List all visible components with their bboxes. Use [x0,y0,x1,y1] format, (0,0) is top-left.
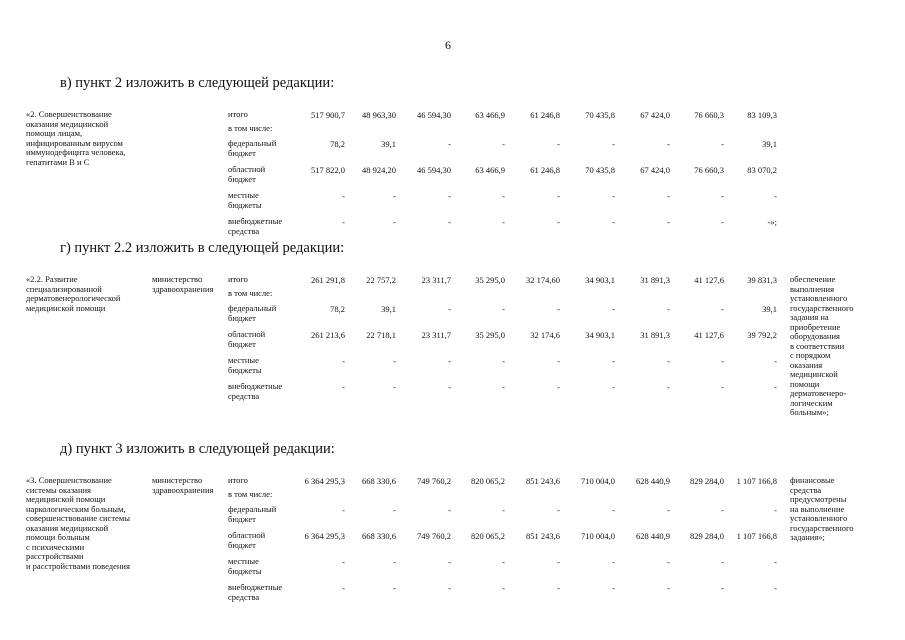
table-cell-value: - [448,583,451,593]
table-cell-value: - [721,139,724,149]
table-cell-value: - [393,505,396,515]
table-cell-value: - [612,382,615,392]
result-note-line: государственного [790,522,854,533]
table-cell-value: 6 364 295,3 [304,476,345,486]
section-heading: в) пункт 2 изложить в следующей редакции: [60,75,335,91]
funding-source-label: бюджет [228,312,256,323]
table-cell-value: - [393,356,396,366]
table-cell-value: 668 330,6 [362,531,396,541]
measure-name-line: и расстройствами поведения [26,560,130,571]
result-note-line: обеспечение [790,274,836,284]
table-cell-value: 46 594,30 [417,110,451,120]
funding-source-label: в том числе: [228,489,273,499]
table-cell-value: - [667,304,670,314]
funding-source-label: бюджеты [228,565,262,576]
table-cell-value: 41 127,6 [694,330,724,340]
table-cell-value: 1 107 166,8 [736,531,777,541]
table-cell-value: - [342,217,345,227]
result-note-line: оказания [790,359,823,370]
result-note-line: финансовые [790,475,835,485]
funding-source-label: в том числе: [228,288,273,298]
table-cell-value: 67 424,0 [640,165,670,175]
funding-source-label: бюджеты [228,199,262,210]
funding-source-label: средства [228,225,260,236]
table-cell-value: - [502,356,505,366]
result-note-line: государственного [790,302,854,313]
table-cell-value: - [667,139,670,149]
result-note-line: на выполнение [790,503,845,514]
result-note-line: больным»; [790,407,829,417]
table-cell-value: 48 924,20 [362,165,396,175]
funding-source-label: бюджет [228,147,256,158]
page-number: 6 [445,38,451,52]
table-cell-value: - [448,505,451,515]
executor-line: здравоохранения [152,484,214,495]
table-cell-value: - [502,557,505,567]
table-cell-value: - [667,382,670,392]
table-cell-value: - [612,139,615,149]
section-heading: г) пункт 2.2 изложить в следующей редакции: [60,240,345,256]
result-note-line: установленного [790,513,848,523]
table-cell-value: - [342,505,345,515]
table-cell-value: - [342,583,345,593]
section-heading: д) пункт 3 изложить в следующей редакции: [60,441,335,457]
table-cell-value: 34 903,1 [585,330,615,340]
table-cell-value: - [774,557,777,567]
table-cell-value: 61 246,8 [530,110,560,120]
table-cell-value: 628 440,9 [636,476,670,486]
result-note-line: приобретение [790,321,841,332]
funding-source-label: федеральный [228,303,277,313]
measure-name-line: медицинской помощи [26,302,106,313]
table-cell-value: 67 424,0 [640,110,670,120]
table-cell-value: - [721,191,724,201]
result-note-line: предусмотрены [790,494,847,504]
table-cell-value: 78,2 [330,304,345,314]
funding-source-label: областной [228,164,266,174]
table-cell-value: - [774,382,777,392]
measure-name-line: совершенствование системы [26,513,130,523]
table-cell-value: - [721,217,724,227]
table-cell-value: - [612,505,615,515]
funding-source-label: бюджеты [228,364,262,375]
funding-source-label: бюджет [228,338,256,349]
table-cell-value: - [721,304,724,314]
table-cell-value: 23 311,7 [421,330,451,340]
table-cell-value: - [393,382,396,392]
funding-source-label: итого [228,109,248,119]
table-cell-value: 261 213,6 [311,330,345,340]
funding-source-label: бюджет [228,173,256,184]
measure-name-line: иммунодефицита человека, [26,147,126,157]
executor-line: министерство [152,274,203,284]
table-cell-value: 6 364 295,3 [304,531,345,541]
table-cell-value: - [557,139,560,149]
table-cell-value: 32 174,6 [530,330,560,340]
table-cell-value: - [393,217,396,227]
table-cell-value: - [774,191,777,201]
result-note-line: в соответствии [790,340,845,351]
table-cell-value: - [502,583,505,593]
table-cell-value: 31 891,3 [640,275,670,285]
table-cell-value: - [342,191,345,201]
table-cell-value: 829 284,0 [690,531,724,541]
funding-source-label: местные [228,355,259,365]
table-cell-value: - [667,505,670,515]
table-cell-value: - [557,557,560,567]
table-cell-value: 829 284,0 [690,476,724,486]
table-cell-value: - [612,191,615,201]
table-cell-value: - [667,583,670,593]
table-cell-value: 517 900,7 [311,110,345,120]
table-cell-value: - [342,557,345,567]
table-cell-value: - [612,356,615,366]
table-cell-value: - [342,382,345,392]
funding-source-label: областной [228,329,266,339]
result-note-line: выполнения [790,283,834,294]
table-cell-value: - [721,583,724,593]
funding-source-label: средства [228,390,260,401]
table-cell-value: 710 004,0 [581,476,615,486]
table-cell-value: - [342,356,345,366]
table-cell-value: - [774,505,777,515]
table-cell-value: - [448,382,451,392]
result-note-line: помощи [790,378,820,389]
table-cell-value: 261 291,8 [311,275,345,285]
table-cell-value: 851 243,6 [526,531,560,541]
table-cell-value: 34 903,1 [585,275,615,285]
table-cell-value: 39 792,2 [747,330,777,340]
table-cell-value: 70 435,8 [585,165,615,175]
table-cell-value: -»; [767,217,777,227]
executor-line: министерство [152,475,203,485]
funding-source-label: областной [228,530,266,540]
table-cell-value: 39,1 [381,304,396,314]
table-cell-value: - [557,217,560,227]
table-cell-value: 61 246,8 [530,165,560,175]
table-cell-value: 39 831,3 [747,275,777,285]
measure-name-line: помощи лицам, [26,128,83,138]
table-cell-value: - [774,356,777,366]
funding-source-label: федеральный [228,138,277,148]
table-cell-value: 628 440,9 [636,531,670,541]
table-cell-value: - [721,356,724,366]
table-cell-value: - [393,191,396,201]
table-cell-value: - [448,557,451,567]
table-cell-value: 749 760,2 [417,476,451,486]
table-cell-value: 76 660,3 [694,165,724,175]
table-cell-value: 78,2 [330,139,345,149]
table-cell-value: - [557,191,560,201]
measure-name-line: дерматовенерологической [26,293,121,303]
table-cell-value: 23 311,7 [421,275,451,285]
measure-name-line: гепатитами В и С [26,156,90,167]
funding-source-label: итого [228,274,248,284]
result-note-line: установленного [790,293,848,303]
funding-source-label: внебюджетные [228,582,283,592]
measure-name-line: с психическими [26,541,85,552]
table-cell-value: 1 107 166,8 [736,476,777,486]
result-note-line: оборудования [790,331,840,341]
table-cell-value: - [667,557,670,567]
result-note-line: логическим [790,397,833,408]
table-cell-value: 35 295,0 [475,330,505,340]
table-cell-value: - [502,139,505,149]
funding-source-label: итого [228,475,248,485]
table-cell-value: 48 963,30 [362,110,396,120]
result-note-line: дерматовенеро- [790,388,847,398]
table-cell-value: 820 065,2 [471,531,505,541]
measure-name-line: инфицированным вирусом [26,137,123,148]
table-cell-value: - [502,382,505,392]
table-cell-value: 749 760,2 [417,531,451,541]
table-cell-value: 83 109,3 [747,110,777,120]
table-cell-value: - [448,356,451,366]
table-cell-value: - [721,557,724,567]
table-cell-value: 517 822,0 [311,165,345,175]
funding-source-label: средства [228,591,260,602]
result-note-line: средства [790,484,822,495]
result-note-line: задания»; [790,532,825,542]
table-cell-value: 710 004,0 [581,531,615,541]
table-cell-value: - [667,356,670,366]
table-cell-value: 70 435,8 [585,110,615,120]
table-cell-value: - [612,557,615,567]
measure-name-line: «3. Совершенствование [26,475,112,485]
table-cell-value: 820 065,2 [471,476,505,486]
measure-name-line: системы оказания [26,484,91,495]
table-cell-value: - [502,217,505,227]
table-cell-value: 22 718,1 [366,330,396,340]
table-cell-value: - [612,583,615,593]
table-cell-value: - [721,505,724,515]
table-cell-value: 668 330,6 [362,476,396,486]
table-cell-value: - [557,356,560,366]
table-cell-value: - [502,191,505,201]
funding-source-label: федеральный [228,504,277,514]
funding-source-label: местные [228,556,259,566]
result-note-line: с порядком [790,350,831,360]
table-cell-value: 46 594,30 [417,165,451,175]
table-cell-value: - [448,217,451,227]
table-cell-value: - [393,557,396,567]
table-cell-value: 35 295,0 [475,275,505,285]
table-cell-value: - [557,304,560,314]
measure-name-line: расстройствами [26,551,84,561]
table-cell-value: - [393,583,396,593]
table-cell-value: 76 660,3 [694,110,724,120]
table-cell-value: 63 466,9 [475,165,505,175]
table-cell-value: 31 891,3 [640,330,670,340]
funding-source-label: бюджет [228,513,256,524]
funding-source-label: бюджет [228,539,256,550]
measure-name-line: специализированной [26,283,102,294]
table-cell-value: - [612,304,615,314]
measure-name-line: «2. Совершенствование [26,109,112,119]
measure-name-line: оказания медицинской [26,522,109,533]
measure-name-line: помощи больным [26,532,90,542]
table-cell-value: 41 127,6 [694,275,724,285]
funding-source-label: внебюджетные [228,216,283,226]
table-cell-value: - [557,382,560,392]
table-cell-value: - [774,583,777,593]
table-cell-value: - [667,217,670,227]
table-cell-value: - [557,505,560,515]
funding-source-label: местные [228,190,259,200]
funding-source-label: в том числе: [228,123,273,133]
funding-source-label: внебюджетные [228,381,283,391]
table-cell-value: - [502,304,505,314]
table-cell-value: - [448,139,451,149]
table-cell-value: - [448,304,451,314]
table-cell-value: 32 174,60 [526,275,560,285]
table-cell-value: - [667,191,670,201]
table-cell-value: 39,1 [762,139,777,149]
measure-name-line: наркологическим больным, [26,503,126,514]
measure-name-line: «2.2. Развитие [26,274,78,284]
table-cell-value: - [448,191,451,201]
table-cell-value: 22 757,2 [366,275,396,285]
result-note-line: задания на [790,312,829,322]
table-cell-value: - [612,217,615,227]
table-cell-value: 83 070,2 [747,165,777,175]
table-cell-value: 39,1 [381,139,396,149]
table-cell-value: - [502,505,505,515]
table-cell-value: - [557,583,560,593]
measure-name-line: медицинской помощи [26,494,106,504]
table-cell-value: - [721,382,724,392]
measure-name-line: оказания медицинской [26,118,109,129]
table-cell-value: 851 243,6 [526,476,560,486]
table-cell-value: 39,1 [762,304,777,314]
result-note-line: медицинской [790,369,838,379]
table-cell-value: 63 466,9 [475,110,505,120]
executor-line: здравоохранения [152,283,214,294]
